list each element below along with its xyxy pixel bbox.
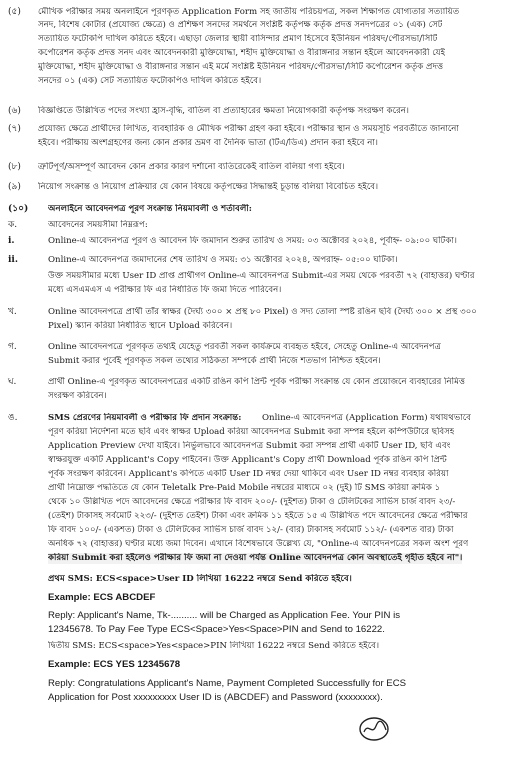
text-line: Pixel) স্ক্যান করিয়া নির্ধারিত স্থানে Upload করিবেন। [48,321,233,331]
text-line: মৌখিক পরীক্ষার সময় অনলাইনে পূরণকৃত Application Form সহ জাতীয় পরিচয়পত্র, সকল শিক্ষাগত যোগ্যতার সত্যায়িত [38,7,460,17]
text-line: নিয়োগ সংক্রান্ত ও নিয়োগ প্রক্রিয়ার যে কোন বিষয়ে কর্তৃপক্ষের সিদ্ধান্তই চূড়ান্ত বলিয়া বিবেচিত হইবে। [38,182,379,192]
reply-line: Application for Post xxxxxxxxx User ID is (ABCDEF) and Password (xxxxxxxx). [48,692,383,703]
section-number: (১০) [8,204,29,214]
example-two: Example: ECS YES 12345678 [48,659,181,670]
text-line: (তেইশ) টাকাসহ সর্বমোট ২২৩/- (দুইশত তেইশ) টাকা এবং ক্রমিক ১১ হইতে ১৫ এ উল্লিখিত পদে আবেদনের ক্ষেত্রে পরীক্ষার [48,511,468,521]
list-marker: ঘ. [8,377,17,387]
list-marker: গ. [8,342,17,352]
signature-icon [356,714,392,744]
text-line: প্রার্থী Online-এ পূরণকৃত আবেদনপত্রের একটি রঙিন কপি প্রিন্ট পূর্বক পরীক্ষা সংক্রান্ত যে কোন প্রয়োজনে ব্যবহারের নিমিত্ত [48,377,466,387]
text-line: পূরণ করিয়া নির্দেশনা মতে ছবি এবং স্বাক্ষর Upload করিয়া আবেদনপত্র Submit করা সম্পন্ন হইলে কম্পিউটারে ছবিসহ [48,427,455,437]
reply-line: Reply: Applicant's Name, Tk-.......... will be Charged as Application Fee. Your PIN is [48,610,400,621]
text-line: Online আবেদনপত্রে পূরণকৃত তথ্যই যেহেতু পরবর্তী সকল কার্যক্রমে ব্যবহৃত হইবে, সেহেতু Online-এ আবেদনপত্র [48,342,441,352]
text-line: উক্ত সময়সীমার মধ্যে User ID প্রাপ্ত প্রার্থীগণ Online-এ আবেদনপত্র Submit-এর সময় থেকে পরবর্তী ৭২ (বাহাত্তর) ঘণ্টার [48,271,475,281]
list-marker: ক. [8,220,18,230]
text-line: কর্পোরেশন কর্তৃক প্রদত্ত সনদ এবং আবেদনকারী মুক্তিযোদ্ধা, শহীদ মুক্তিযোদ্ধা ও বীরাঙ্গনার সন্তান হইলে আবেদনকারী যেই [38,48,446,58]
item-number: (৭) [8,124,21,134]
text-line: আবেদনের সময়সীমা নিম্নরূপ: [48,220,148,230]
item-number: (৮) [8,162,21,172]
item-number: (৫) [8,7,21,17]
reply-line: 12345678. To Pay Fee Type ECS<Space>Yes<Space>PIN and Send to 16222. [48,624,385,635]
text-line: সত্যায়িত ফটোকপি দাখিল করিতে হইবে। এছাড়া জেলার স্থায়ী বাসিন্দার প্রমাণ হিসেবে ইউনিয়ন পরিষদ/পৌরসভা/সিটি [38,34,438,44]
schedule-start: Online-এ আবেদনপত্র পূরণ ও আবেদন ফি জমাদান শুরুর তারিখ ও সময়: ০৩ অক্টোবর ২০২৪, পূর্বাহ্ন- ০৯:০০ ঘটিকা। [48,236,457,246]
text-line: হইবে। পরীক্ষায় অংশগ্রহণের জন্য কোন প্রকার ভ্রমণ বা দৈনিক ভাতা (টিএ/ডিএ) প্রদান করা হইবে না। [38,138,378,148]
text-line: Online আবেদনপত্রে প্রার্থী তাঁর স্বাক্ষর (দৈর্ঘ্য ৩০০ × প্রস্থ ৮০ Pixel) ও সদ্য তোলা স্পষ্ট রঙিন ছবি (দৈর্ঘ্য ৩০০ × প্রস্থ ৩০০ [48,307,477,317]
schedule-end: Online-এ আবেদনপত্র জমাদানের শেষ তারিখ ও সময়: ৩১ অক্টোবর ২০২৪, অপরাহ্ন- ০৫:০০ ঘটিকা। [48,255,398,265]
text-line: প্রযোজ্য ক্ষেত্রে প্রার্থীদের লিখিত, ব্যবহারিক ও মৌখিক পরীক্ষা গ্রহণ করা হইবে। পরীক্ষার স্থান ও সময়সূচি পরবর্তীতে জানানো [38,124,459,134]
item-number: (৯) [8,182,21,192]
reply-line: Reply: Congratulations Applicant's Name, Payment Completed Successfully for ECS [48,678,407,689]
list-marker: ঙ. [8,413,18,423]
second-sms-instruction: দ্বিতীয় SMS: ECS<space>Yes<space>PIN লিখিয়া 16222 নম্বরে Send করিতে হইবে। [48,641,380,651]
warning-line: করিয়া Submit করা হইলেও পরীক্ষার ফি জমা না দেওয়া পর্যন্ত Online আবেদনপত্র কোন অবস্থাতেই গৃহীত হইবে না"। [48,553,463,563]
text-line: পূর্বক সংরক্ষণ করিবেন। Applicant's কপিতে একটি User ID নম্বর দেয়া থাকিবে এবং User ID নম্বর ব্যবহার করিয়া [48,469,449,479]
text-line: Submit করার পূর্বেই পূরণকৃত সকল তথ্যের সঠিকতা সম্পর্কে প্রার্থী নিজে শতভাগ নিশ্চিত হইবেন। [48,356,381,366]
text-line: মুক্তিযোদ্ধা, শহীদ মুক্তিযোদ্ধা ও বীরাঙ্গনার সন্তান এই মর্মে সংশ্লিষ্ট ইউনিয়ন পরিষদ/পৌরসভা/সিটি কর্পোরেশন কর্তৃক প্রদত্ত [38,62,444,72]
sms-heading: SMS প্রেরণের নিয়মাবলী ও পরীক্ষার ফি প্রদান সংক্রান্ত: [48,413,242,423]
list-marker: ii. [8,255,18,265]
text-line: মধ্যে এসএমএস এ পরীক্ষার ফি এর নির্ধারিত ফি জমা দিতে পারিবেন। [48,285,282,295]
first-sms-instruction: প্রথম SMS: ECS<space>User ID লিখিয়া 16222 নম্বরে Send করিতে হইবে। [48,574,352,584]
text-line: সংরক্ষণ করিবেন। [48,391,107,401]
text-line: প্রার্থী নিম্নোক্ত পদ্ধতিতে যে কোন Teletalk Pre-Paid Mobile নম্বরের মাধ্যমে ০২ (দুই) টি SMS করিয়া ক্রমিক ১ [48,483,441,493]
text-line: সনদ, বিশেষ কোটার (প্রযোজ্য ক্ষেত্রে) ও প্রশিক্ষণ সনদের সমর্থনে সংশ্লিষ্ট কর্তৃপক্ষ কর্তৃক প্রদত্ত সনদপত্রের ০১ (এক) সেট [38,20,443,30]
text-line: ত্রুটিপূর্ণ/অসম্পূর্ণ আবেদন কোন প্রকার কারণ দর্শানো ব্যতিরেকেই বাতিল বলিয়া গণ্য হইবে। [38,162,345,172]
text-line: বিজ্ঞপ্তিতে উল্লিখিত পদের সংখ্যা হ্রাস-বৃদ্ধি, বাতিল বা প্রত্যাহারের ক্ষমতা নিয়োগকারী কর্তৃপক্ষ সংরক্ষণ করেন। [38,106,409,116]
text-line: অনধিক ৭২ (বাহাত্তর) ঘণ্টার মধ্যে জমা দিবেন। এখানে বিশেষভাবে উল্লেখ্য যে, "Online-এ আবেদনপত্রের সকল অংশ পূরণ [48,539,469,549]
text-line: থেকে ১০ উল্লিখিত পদে আবেদনের ক্ষেত্রে পরীক্ষার ফি বাবদ ২০০/- (দুইশত) টাকা ও টেলিটকের সার্ভিস চার্জ বাবদ ২৩/- [48,497,456,507]
text-line: সনদের ০১ (এক) সেট সত্যায়িত ফটোকপিও দাখিল করিতে হইবে। [38,76,262,86]
example-one: Example: ECS ABCDEF [48,592,156,603]
item-number: (৬) [8,106,21,116]
text-line: Online-এ আবেদনপত্র (Application Form) যথাযথভাবে [262,413,471,423]
text-line: ফি বাবদ ১০০/- (একশত) টাকা ও টেলিটকের সার্ভিস চার্জ বাবদ ১২/- (বার) টাকাসহ সর্বমোট ১১২/- (একশত বার) টাকা [48,525,454,535]
text-line: Application Preview দেখা যাইবে। নির্ভুলভাবে আবেদনপত্র Submit করা সম্পন্ন প্রার্থী একটি User ID, ছবি এবং [48,441,451,451]
list-marker: i. [8,236,15,246]
section-heading: অনলাইনে আবেদনপত্র পূরণ সংক্রান্ত নিয়মাবলী ও শর্তাবলী: [48,204,252,214]
text-line: স্বাক্ষরযুক্ত একটি Applicant's Copy পাইবেন। উক্ত Applicant's Copy প্রার্থী Download পূর্বক রঙিন কপি প্রিন্ট [48,455,447,465]
list-marker: খ. [8,307,17,317]
